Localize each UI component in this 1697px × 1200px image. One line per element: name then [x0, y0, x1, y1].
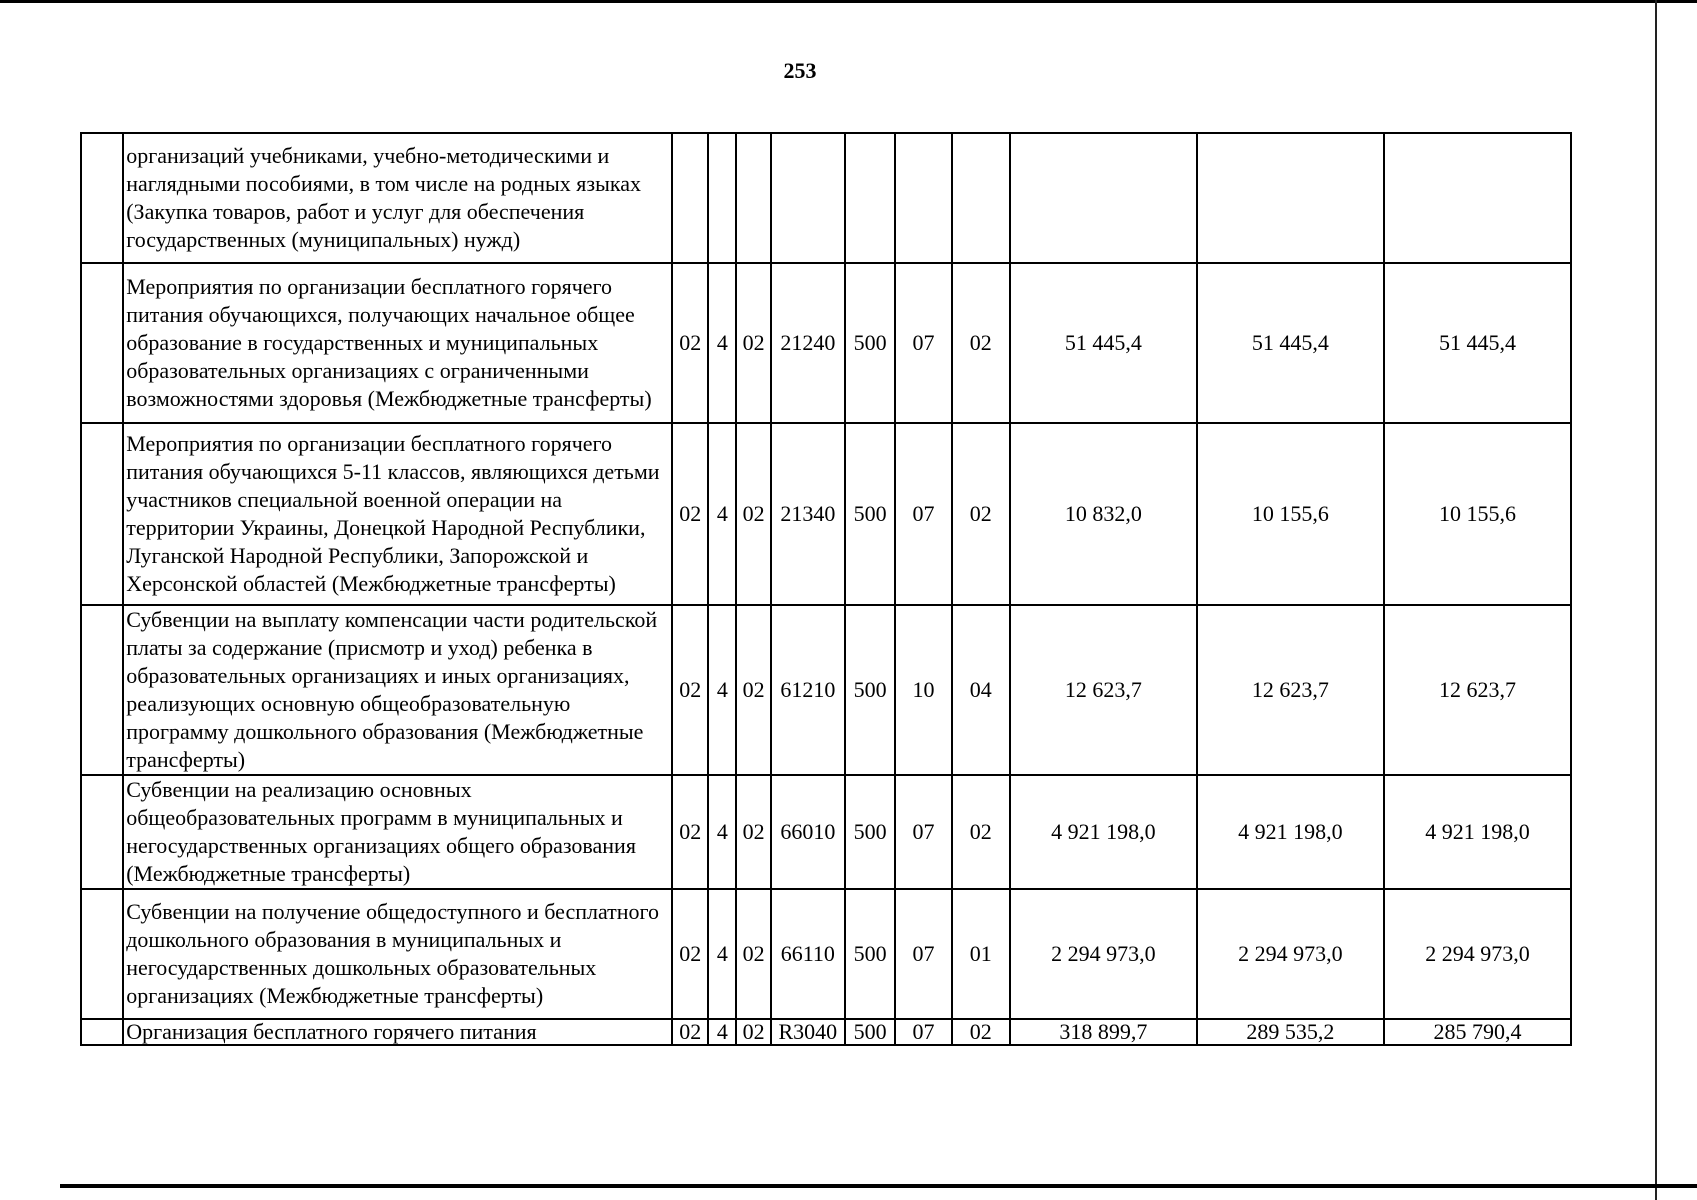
- code-subprogram: 4: [708, 775, 736, 889]
- code-program: 02: [672, 263, 708, 423]
- code-main-activity: 02: [736, 423, 770, 605]
- row-number-cell: [81, 263, 123, 423]
- code-program: 02: [672, 423, 708, 605]
- row-number-cell: [81, 133, 123, 263]
- code-expense-type: 500: [845, 775, 895, 889]
- budget-table: [80, 132, 1572, 1046]
- code-main-activity: 02: [736, 775, 770, 889]
- amount-year-1: 2 294 973,0: [1010, 889, 1197, 1019]
- code-direction: R3040: [771, 1019, 845, 1045]
- table-row: [81, 423, 1571, 605]
- code-main-activity: 02: [736, 605, 770, 775]
- code-expense-type: [845, 133, 895, 263]
- row-description: Субвенции на получение общедоступного и бесплатного дошкольного образования в муниципальных и негосударственных дошкольных образовательных организациях (Межбюджетные трансферты): [123, 889, 672, 1019]
- row-description: Организация бесплатного горячего питания: [123, 1019, 672, 1045]
- code-section: 07: [895, 1019, 951, 1045]
- code-section: [895, 133, 951, 263]
- row-number-cell: [81, 423, 123, 605]
- table-row: [81, 775, 1571, 889]
- code-expense-type: 500: [845, 423, 895, 605]
- code-program: 02: [672, 889, 708, 1019]
- amount-year-3: 12 623,7: [1384, 605, 1571, 775]
- table-row: [81, 889, 1571, 1019]
- code-program: [672, 133, 708, 263]
- budget-table-body: [81, 133, 1571, 1045]
- amount-year-3: [1384, 133, 1571, 263]
- amount-year-3: 2 294 973,0: [1384, 889, 1571, 1019]
- row-description: Мероприятия по организации бесплатного горячего питания обучающихся, получающих начальное общее образование в государственных и муниципальных образовательных организациях с ограниченными возможностями здоровья (Межбюджетные трансферты): [123, 263, 672, 423]
- row-number-cell: [81, 1019, 123, 1045]
- code-section: 07: [895, 423, 951, 605]
- code-expense-type: 500: [845, 263, 895, 423]
- code-direction: [771, 133, 845, 263]
- code-direction: 21340: [771, 423, 845, 605]
- code-program: 02: [672, 1019, 708, 1045]
- row-description: организаций учебниками, учебно-методическими и наглядными пособиями, в том числе на родных языках (Закупка товаров, работ и услуг для обеспечения государственных (муниципальных) нужд): [123, 133, 672, 263]
- amount-year-3: 285 790,4: [1384, 1019, 1571, 1045]
- code-direction: 66010: [771, 775, 845, 889]
- amount-year-1: 12 623,7: [1010, 605, 1197, 775]
- code-subsection: 02: [952, 1019, 1010, 1045]
- amount-year-1: [1010, 133, 1197, 263]
- amount-year-2: 12 623,7: [1197, 605, 1384, 775]
- code-main-activity: 02: [736, 263, 770, 423]
- code-section: 07: [895, 889, 951, 1019]
- amount-year-2: [1197, 133, 1384, 263]
- code-direction: 66110: [771, 889, 845, 1019]
- code-subsection: 02: [952, 263, 1010, 423]
- code-direction: 21240: [771, 263, 845, 423]
- code-subprogram: 4: [708, 889, 736, 1019]
- code-subprogram: 4: [708, 423, 736, 605]
- amount-year-1: 51 445,4: [1010, 263, 1197, 423]
- code-subsection: 02: [952, 775, 1010, 889]
- code-main-activity: [736, 133, 770, 263]
- table-row: [81, 133, 1571, 263]
- page-number: 253: [783, 58, 817, 83]
- code-direction: 61210: [771, 605, 845, 775]
- code-subprogram: 4: [708, 1019, 736, 1045]
- scan-top-edge: [0, 0, 1697, 3]
- amount-year-1: 10 832,0: [1010, 423, 1197, 605]
- scan-bottom-edge: [60, 1184, 1697, 1188]
- row-description: Субвенции на выплату компенсации части родительской платы за содержание (присмотр и уход) ребенка в образовательных организациях и иных организациях, реализующих основную общеобразовательную программу дошкольного образования (Межбюджетные трансферты): [123, 605, 672, 775]
- amount-year-2: 2 294 973,0: [1197, 889, 1384, 1019]
- code-main-activity: 02: [736, 1019, 770, 1045]
- code-main-activity: 02: [736, 889, 770, 1019]
- row-number-cell: [81, 889, 123, 1019]
- row-number-cell: [81, 775, 123, 889]
- amount-year-3: 10 155,6: [1384, 423, 1571, 605]
- amount-year-3: 4 921 198,0: [1384, 775, 1571, 889]
- amount-year-2: 51 445,4: [1197, 263, 1384, 423]
- row-description: Мероприятия по организации бесплатного горячего питания обучающихся 5-11 классов, являющихся детьми участников специальной военной операции на территории Украины, Донецкой Народной Республики, Луганской Народной Республики, Запорожской и Херсонской областей (Межбюджетные трансферты): [123, 423, 672, 605]
- amount-year-2: 289 535,2: [1197, 1019, 1384, 1045]
- amount-year-1: 318 899,7: [1010, 1019, 1197, 1045]
- row-description: Субвенции на реализацию основных общеобразовательных программ в муниципальных и негосударственных организациях общего образования (Межбюджетные трансферты): [123, 775, 672, 889]
- code-section: 07: [895, 263, 951, 423]
- amount-year-2: 4 921 198,0: [1197, 775, 1384, 889]
- amount-year-2: 10 155,6: [1197, 423, 1384, 605]
- row-number-cell: [81, 605, 123, 775]
- code-subprogram: 4: [708, 263, 736, 423]
- code-subprogram: 4: [708, 605, 736, 775]
- code-expense-type: 500: [845, 1019, 895, 1045]
- code-subsection: 04: [952, 605, 1010, 775]
- scan-right-edge: [1655, 0, 1657, 1200]
- code-expense-type: 500: [845, 605, 895, 775]
- code-program: 02: [672, 605, 708, 775]
- code-subsection: 01: [952, 889, 1010, 1019]
- code-expense-type: 500: [845, 889, 895, 1019]
- code-program: 02: [672, 775, 708, 889]
- code-subsection: 02: [952, 423, 1010, 605]
- amount-year-3: 51 445,4: [1384, 263, 1571, 423]
- code-subsection: [952, 133, 1010, 263]
- code-section: 07: [895, 775, 951, 889]
- table-row: [81, 1019, 1571, 1045]
- code-subprogram: [708, 133, 736, 263]
- amount-year-1: 4 921 198,0: [1010, 775, 1197, 889]
- table-row: [81, 263, 1571, 423]
- code-section: 10: [895, 605, 951, 775]
- table-row: [81, 605, 1571, 775]
